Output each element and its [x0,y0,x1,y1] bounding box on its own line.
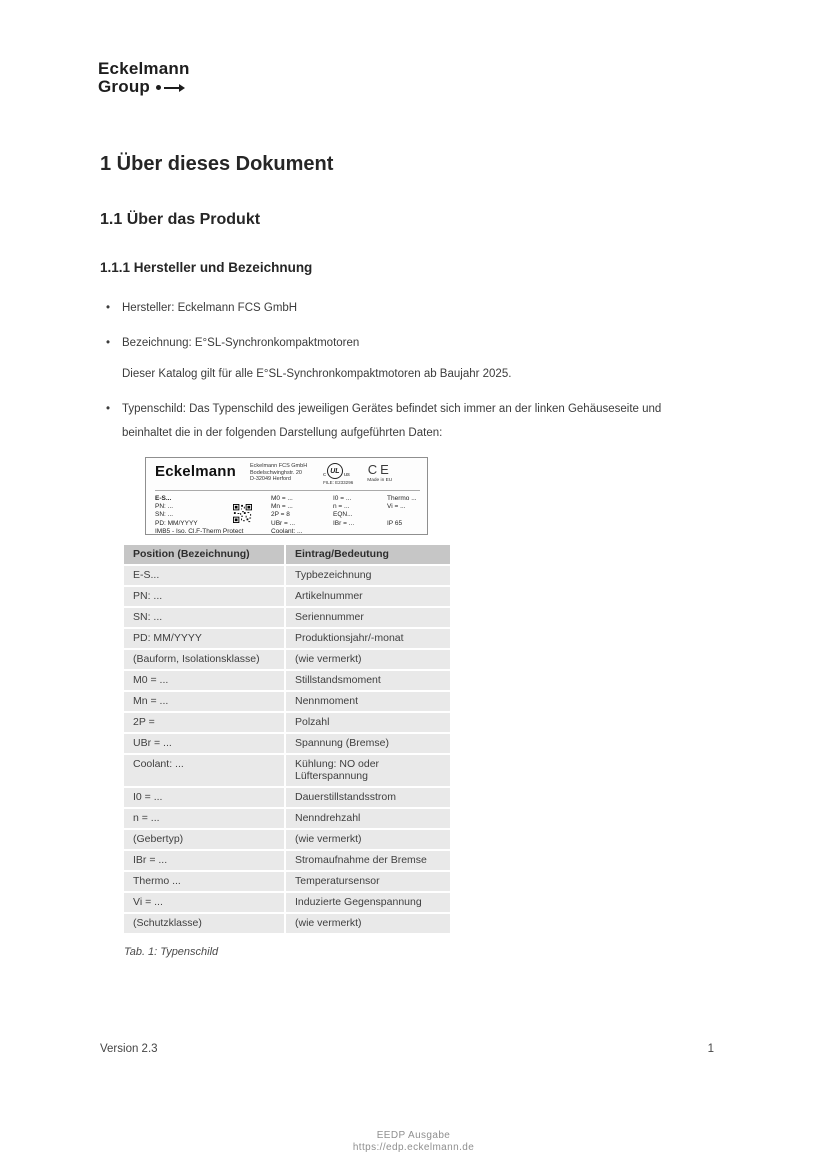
nameplate-field: Mn = ... [271,503,293,511]
ce-certification [367,463,392,483]
table-cell-entry: Produktionsjahr/-monat [286,629,450,648]
nameplate-column-3 [333,495,387,536]
table-cell-position: IBr = ... [124,851,284,870]
logo-group-label: Group [98,77,150,97]
nameplate-field: I0 = ... [333,495,352,502]
nameplate-column-4 [387,495,420,536]
nameplate-header [155,463,420,491]
table-row [124,713,450,732]
logo-name: Eckelmann [98,59,190,78]
ce-mark-icon: CE [367,462,392,477]
table-cell-position: PN: ... [124,587,284,606]
table-cell-entry: (wie vermerkt) [286,830,450,849]
table-cell-position: PD: MM/YYYY [124,629,284,648]
table-cell-entry: (wie vermerkt) [286,914,450,933]
table-header-entry: Eintrag/Bedeutung [286,545,450,564]
logo-arrow-icon [156,84,185,92]
table-cell-position: M0 = ... [124,671,284,690]
bullet-item-bezeichnung [122,331,714,386]
nameplate-figure [145,457,428,535]
table-row [124,914,450,933]
nameplate-field: Vi = ... [387,503,406,511]
table-cell-position: SN: ... [124,608,284,627]
table-cell-entry: Polzahl [286,713,450,732]
bullet-item-hersteller [122,296,714,320]
bullet-text: Bezeichnung: E°SL-Synchronkompaktmotoren [122,337,360,349]
table-cell-position: (Gebertyp) [124,830,284,849]
qr-code-icon [233,504,252,523]
table-caption: Tab. 1: Typenschild [124,946,219,958]
table-cell-entry: Stromaufnahme der Bremse [286,851,450,870]
table-row [124,608,450,627]
table-cell-position: Vi = ... [124,893,284,912]
address-line: D-32049 Herford [250,476,291,482]
table-cell-position: 2P = [124,713,284,732]
table-cell-entry: Kühlung: NO oder Lüfterspannung [286,755,450,786]
address-line: Bodelschwinghstr. 20 [250,469,302,476]
table-cell-entry: Stillstandsmoment [286,671,450,690]
nameplate-field: 2P = 8 [271,511,290,519]
nameplate-field: n = ... [333,503,350,511]
table-row [124,671,450,690]
table-cell-entry: Seriennummer [286,608,450,627]
table-cell-position: (Bauform, Isolationsklasse) [124,650,284,669]
table-row [124,629,450,648]
table-row [124,755,450,786]
chapter-heading: 1 Über dieses Dokument [100,153,334,175]
table-cell-position: Coolant: ... [124,755,284,786]
watermark [0,1130,827,1154]
nameplate-field: IP 65 [387,519,403,527]
table-cell-position: UBr = ... [124,734,284,753]
ul-file-number: FILE: E233296 [323,480,354,485]
table-cell-position: I0 = ... [124,788,284,807]
table-cell-entry: Dauerstillstandsstrom [286,788,450,807]
nameplate-field: PN: ... [155,503,174,511]
table-cell-entry: Nennmoment [286,692,450,711]
bullet-text: Hersteller: Eckelmann FCS GmbH [122,302,298,314]
table-row [124,587,450,606]
nameplate-column-1 [155,495,271,536]
table-row [124,851,450,870]
table-cell-position: Thermo ... [124,872,284,891]
table-cell-entry: Spannung (Bremse) [286,734,450,753]
nameplate-field: Thermo ... [387,495,417,502]
table-cell-position: (Schutzklasse) [124,914,284,933]
page-footer [100,1043,714,1055]
table-cell-entry: Artikelnummer [286,587,450,606]
edp-link[interactable]: https://edp.eckelmann.de [352,1142,475,1153]
table-cell-position: Mn = ... [124,692,284,711]
address-line: Eckelmann FCS GmbH [250,463,308,469]
eckelmann-logo [98,60,190,97]
table-cell-entry: Typbezeichnung [286,566,450,585]
ul-certification [323,463,353,485]
section-heading: 1.1 Über das Produkt [100,211,261,228]
watermark-edition: EEDP Ausgabe [376,1130,451,1141]
content-column [100,152,714,958]
table-cell-position: E-S... [124,566,284,585]
typenschild-table [124,545,450,933]
table-row [124,872,450,891]
bullet-item-typenschild [122,397,714,445]
bullet-subparagraph: Dieser Katalog gilt für alle E°SL-Synchronkompaktmotoren ab Baujahr 2025. [122,368,512,380]
ul-core-label: UL [330,467,340,475]
table-row [124,788,450,807]
subsection-heading: 1.1.1 Hersteller und Bezeichnung [100,260,313,275]
ul-us-label: us [343,472,350,478]
ul-circle-icon [327,463,343,479]
nameplate-field: UBr = ... [271,519,296,527]
table-row [124,566,450,585]
table-cell-entry: Temperatursensor [286,872,450,891]
table-row [124,734,450,753]
page-number: 1 [707,1043,714,1055]
version-label: Version 2.3 [100,1043,158,1055]
bullet-text: Typenschild: Das Typenschild des jeweiligen Gerätes befindet sich immer an der linken Gehäuseseite und beinhaltet die in der folgenden Darstellung aufgeführten Daten: [122,403,662,439]
nameplate-field: PD: MM/YYYY [155,519,198,527]
table-cell-position: n = ... [124,809,284,828]
table-row [124,893,450,912]
table-row [124,650,450,669]
nameplate-field: M0 = ... [271,495,293,502]
nameplate-field: Coolant: ... [271,527,303,535]
table-row [124,692,450,711]
logo-group-row [98,78,190,96]
table-header-row [124,545,450,564]
ul-c-label: c [323,472,326,478]
nameplate-column-2 [271,495,333,536]
nameplate-field: E-S... [155,495,172,502]
ul-mark-icon [323,463,353,479]
made-in-label: Made in EU [367,478,393,483]
nameplate-data [155,495,420,536]
nameplate-field: IBr = ... [333,519,355,527]
table-row [124,830,450,849]
nameplate-field: SN: ... [155,511,174,519]
nameplate-field: IMB5 - Iso. Cl.F-Therm Protect [155,527,244,535]
table-row [124,809,450,828]
table-header-position: Position (Bezeichnung) [124,545,284,564]
nameplate-brand: Eckelmann [155,463,237,480]
table-cell-entry: Nenndrehzahl [286,809,450,828]
table-cell-entry: (wie vermerkt) [286,650,450,669]
bullet-list [100,296,714,445]
table-cell-entry: Induzierte Gegenspannung [286,893,450,912]
nameplate-field: EQN... [333,511,353,519]
nameplate-address [250,463,307,483]
